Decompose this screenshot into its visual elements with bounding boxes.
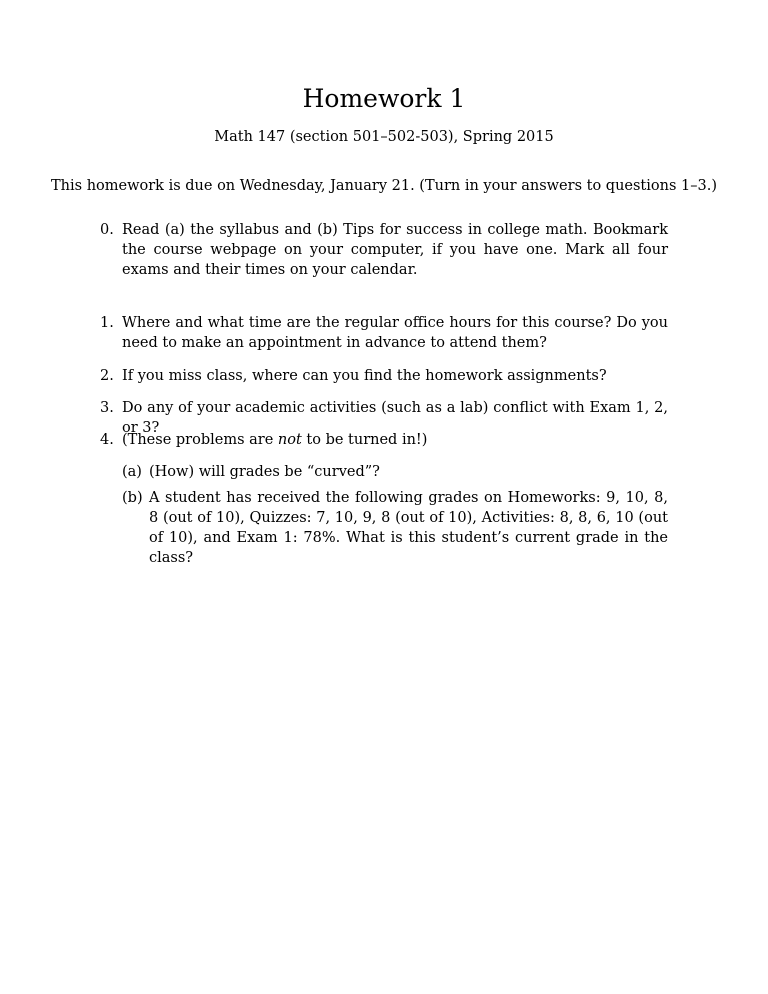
question-1 bbox=[100, 313, 668, 353]
question-text: Read (a) the syllabus and (b) Tips for success in college math. Bookmark the course webpage on your computer, if you have one. Mark all four exams and their times on your calendar. bbox=[122, 222, 668, 278]
course-subtitle: Math 147 (section 501–502-503), Spring 2015 bbox=[214, 129, 554, 145]
question-text: Do any of your academic activities (such as a lab) conflict with Exam 1, 2, or 3? bbox=[122, 400, 668, 436]
subquestion-text: (How) will grades be “curved”? bbox=[149, 464, 380, 480]
subquestion-label: (b) bbox=[122, 490, 143, 506]
subquestion-a bbox=[122, 462, 668, 482]
question-number: 2. bbox=[100, 368, 114, 384]
question-text bbox=[122, 430, 668, 450]
question-number: 4. bbox=[100, 432, 114, 448]
question-text: Where and what time are the regular office hours for this course? Do you need to make an appointment in advance to attend them? bbox=[122, 315, 668, 351]
subquestion-text: A student has received the following grades on Homeworks: 9, 10, 8, 8 (out of 10), Quizzes: 7, 10, 9, 8 (out of 10), Activities: 8, 8, 6, 10 (out of 10), and Exam 1: 78%. What is this student’s current grade in the class? bbox=[149, 490, 668, 566]
question-number: 0. bbox=[100, 222, 114, 238]
question-text-end: to be turned in!) bbox=[301, 432, 428, 448]
due-date-note: This homework is due on Wednesday, January 21. (Turn in your answers to questions 1–3.) bbox=[51, 178, 717, 194]
question-4 bbox=[100, 430, 668, 450]
subquestion-label: (a) bbox=[122, 464, 142, 480]
question-number: 1. bbox=[100, 315, 114, 331]
question-number: 3. bbox=[100, 400, 114, 416]
document-title: Homework 1 bbox=[302, 84, 466, 113]
emphasized-word: not bbox=[277, 432, 302, 448]
question-2 bbox=[100, 366, 668, 386]
question-text: If you miss class, where can you find the homework assignments? bbox=[122, 368, 607, 384]
question-text-start: (These problems are bbox=[122, 432, 278, 448]
subquestion-b bbox=[122, 488, 668, 568]
question-0 bbox=[100, 220, 668, 280]
